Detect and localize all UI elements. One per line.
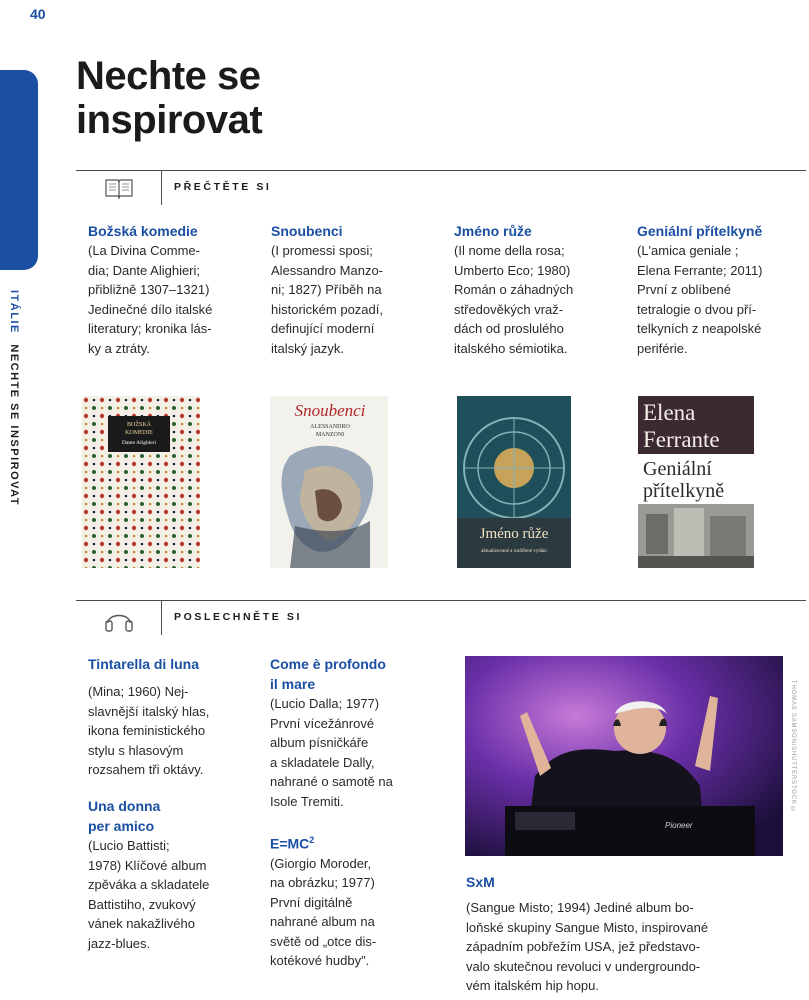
mixer-label: Pioneer: [665, 821, 693, 830]
headphones-icon: [104, 607, 134, 633]
chapter-name: ITÁLIE: [8, 290, 20, 334]
cover-title-line2: přítelkyně: [643, 480, 725, 502]
read-section-label: PŘEČTĚTE SI: [174, 181, 272, 193]
album-entry-come-e-profondo: [270, 654, 445, 811]
cover-author-line1: ALESSANDRO: [310, 424, 350, 430]
cover-text-top: BOŽSKÁ: [126, 422, 152, 428]
book-title: Božská komedie: [88, 223, 198, 239]
album-title: Come è profondo il mare: [270, 656, 386, 692]
listen-section-label: POSLECHNĚTE SI: [174, 611, 302, 623]
book-title: Geniální přítelkyně: [637, 223, 763, 239]
album-title: Tintarella di luna: [88, 656, 199, 672]
album-title: SxM: [466, 874, 495, 890]
album-entry-emc2: [270, 830, 445, 971]
album-description: (Sangue Misto; 1994) Jediné album bo- loňské skupiny Sangue Misto, inspirované západním pobřežím USA, jež představo- valo skutečnou revoluci v undergroundo- vém italském hip hopu.: [466, 900, 709, 993]
album-description: (Lucio Battisti; 1978) Klíčové album zpěváka a skladatele Battistiho, zvukový vánek nakažlivého jazz-blues.: [88, 838, 210, 951]
cover-text-mid: KOMEDIE: [125, 430, 153, 436]
cover-genialni-pritelkyne: [638, 396, 756, 568]
chapter-side-label: [8, 290, 20, 506]
cover-title: Jméno růže: [479, 526, 549, 542]
book-description: (L'amica geniale ; Elena Ferrante; 2011) První z oblíbené tetralogie o dvou pří- telkyních z neapolské periférie.: [637, 243, 763, 356]
cover-title: Snoubenci: [294, 401, 366, 420]
listen-section-header: [76, 600, 806, 635]
photo-giorgio-moroder: [465, 656, 783, 856]
cover-author-line1: Elena: [643, 400, 696, 425]
book-description: (La Divina Comme- dia; Dante Alighieri; přibližně 1307–1321) Jedinečné dílo italské literatury; kronika lás- ky a ztráty.: [88, 243, 213, 356]
book-description: (Il nome della rosa; Umberto Eco; 1980) Román o záhadných středověkých vraž- dách od proslulého italského sémiotika.: [454, 243, 574, 356]
album-title: $E=MC^2$: [270, 835, 315, 852]
chapter-section-name: NECHTE SE INSPIROVAT: [8, 344, 20, 507]
book-entry-jmeno-ruze: [454, 222, 624, 358]
photo-credit: THOMAS SAMSON/SHUTTERSTOCK ©: [790, 680, 796, 814]
album-description: (Giorgio Moroder, na obrázku; 1977) První digitálně nahrané album na světě od „otce dis- kotékové hudby".: [270, 855, 377, 969]
book-icon: [104, 177, 134, 199]
album-entry-tintarella: [88, 654, 258, 780]
book-title: Snoubenci: [271, 223, 343, 239]
cover-author-line2: Ferrante: [643, 427, 720, 452]
cover-jmeno-ruze: [457, 396, 575, 568]
read-icon-cell: [76, 171, 162, 205]
book-description: (I promessi sposi; Alessandro Manzo- ni; 1827) Příběh na historickém pozadí, definující moderní italský jazyk.: [271, 243, 383, 356]
cover-bozska-komedie: [82, 396, 200, 568]
album-description: (Mina; 1960) Nej- slavnější italský hlas, ikona feministického stylu s hlasovým rozsahem tři oktávy.: [88, 684, 210, 777]
cover-snoubenci: [270, 396, 388, 568]
page-number: 40: [30, 6, 46, 22]
chapter-tab: [0, 70, 38, 270]
listen-icon-cell: [76, 601, 162, 635]
album-entry-sxm: [466, 872, 786, 996]
book-title: Jméno růže: [454, 223, 532, 239]
album-title: Una donna per amico: [88, 798, 161, 834]
book-entry-bozska-komedie: [88, 222, 258, 358]
page-title: Nechte se inspirovat: [76, 54, 263, 142]
cover-author-line2: MANZONI: [315, 432, 345, 438]
book-entry-genialni-pritelkyne: [637, 222, 807, 358]
album-entry-una-donna: [88, 796, 258, 953]
read-section-header: [76, 170, 806, 205]
book-entry-snoubenci: [271, 222, 441, 358]
cover-author: Dante Alighieri: [121, 440, 157, 446]
album-description: (Lucio Dalla; 1977) První vícežánrové album písničkáře a skladatele Dally, nahrané o samotě na Isole Tremiti.: [270, 696, 393, 809]
cover-title-line1: Geniální: [643, 458, 712, 480]
cover-subtitle: aktualizované a rozšířené vydání: [481, 549, 547, 554]
